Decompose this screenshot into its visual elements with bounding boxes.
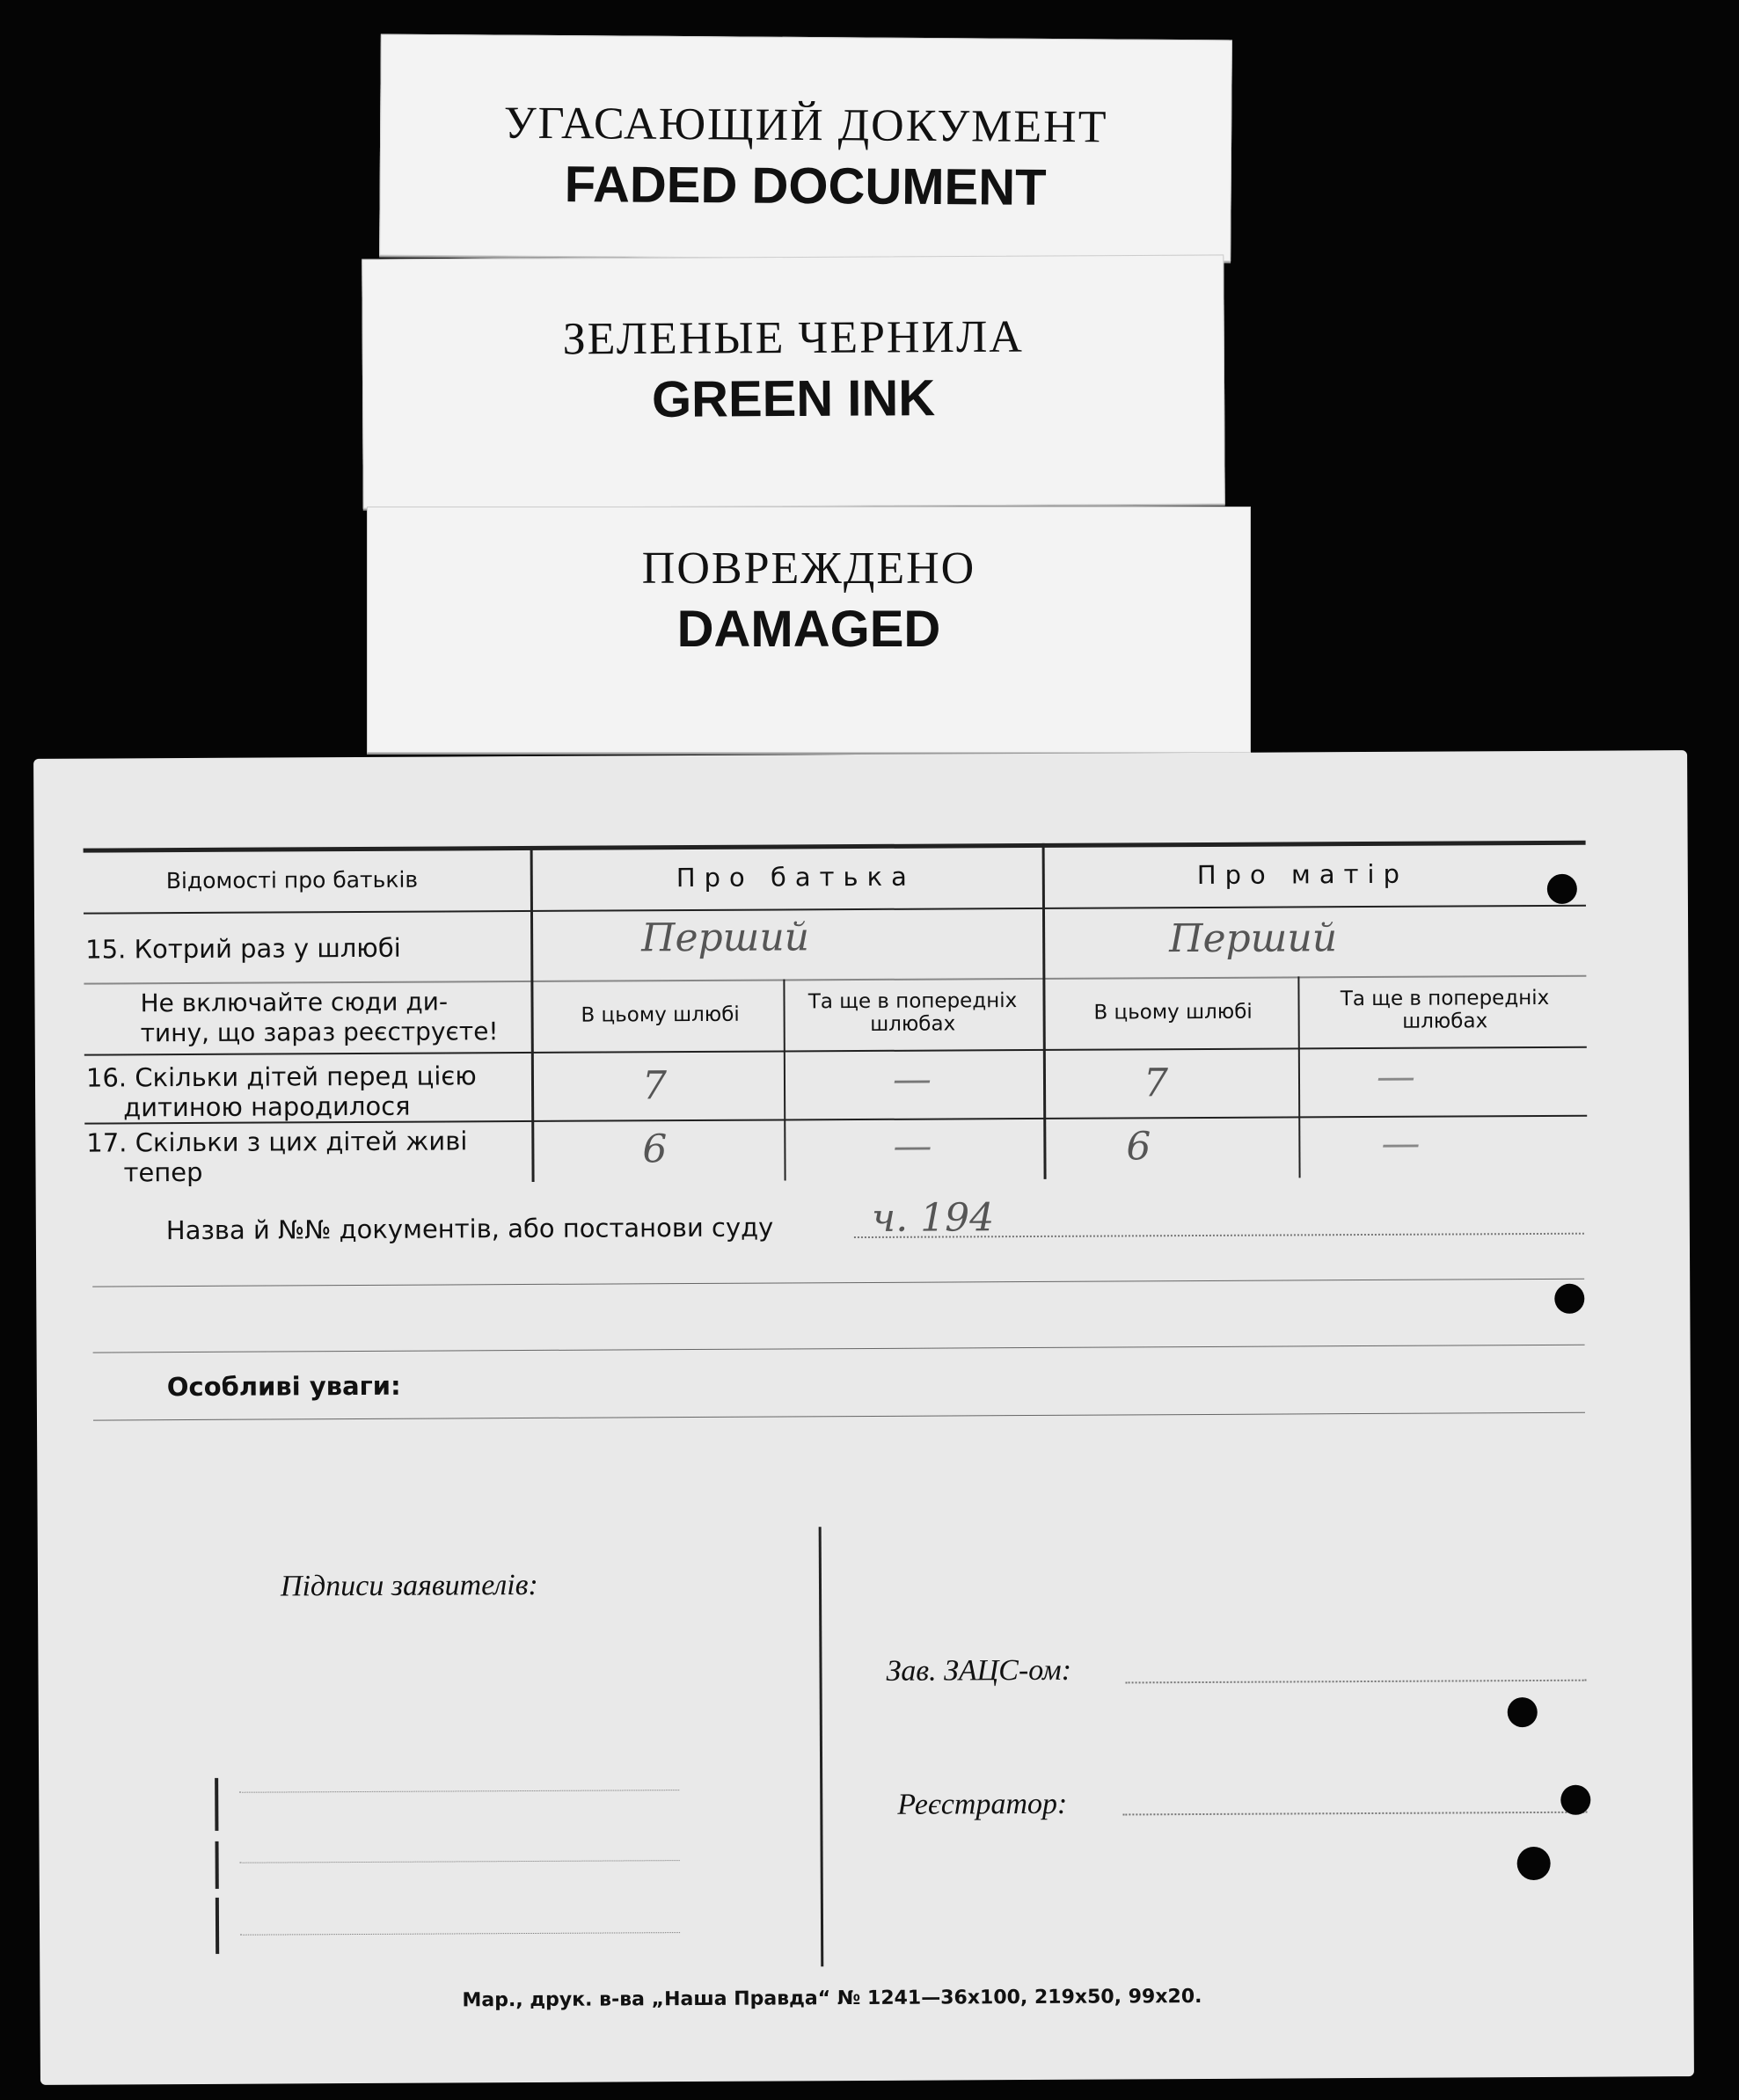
- row17-father-prev: —: [893, 1123, 932, 1169]
- row16-father-this: 7: [641, 1063, 668, 1109]
- signature-bracket-2: [216, 1841, 219, 1889]
- head-label: Зав. ЗАЦС-ом:: [886, 1653, 1072, 1688]
- documents-label: Назва й №№ документів, або постанови суду: [165, 1212, 774, 1246]
- previous-header-line1: Та ще в попередніх: [807, 989, 1018, 1014]
- label-ru: ЗЕЛЕНЫЕ ЧЕРНИЛА: [562, 311, 1024, 365]
- signature-bracket-3: [216, 1898, 219, 1954]
- documents-extra-line-1: [92, 1279, 1584, 1287]
- note-text-line1: Не включайте сюди ди-: [140, 987, 449, 1018]
- green-ink-label: [362, 254, 1224, 508]
- faded-document-label: [379, 34, 1232, 262]
- header-rule: [84, 905, 1586, 915]
- header-mother: Про матір: [1196, 858, 1409, 891]
- registrar-signature-line: [1122, 1812, 1587, 1816]
- row16-mother-this: 7: [1143, 1061, 1169, 1106]
- printer-imprint: Мар., друк. в-ва „Наша Правда“ № 1241—36х100, 219х50, 99х20.: [462, 1985, 1202, 2012]
- row15-mother-value: Перший: [1169, 915, 1338, 962]
- signature-section-divider: [819, 1527, 824, 1966]
- punch-hole: [1560, 1785, 1590, 1815]
- label-ru: УГАСАЮЩИЙ ДОКУМЕНТ: [503, 98, 1108, 153]
- mother-previous-header: [1308, 987, 1581, 1034]
- divider-label-col: [530, 846, 535, 1182]
- divider-mother-sub: [1297, 976, 1300, 1178]
- signature-bracket-1: [215, 1778, 218, 1831]
- row16-label-line1: 16. Скільки дітей перед цією: [85, 1061, 477, 1093]
- row17-label-line1: 17. Скільки з цих дітей живі: [86, 1126, 468, 1158]
- punch-hole: [1508, 1697, 1538, 1727]
- special-notes-line: [93, 1412, 1585, 1421]
- row17-mother-this: 6: [1126, 1124, 1151, 1170]
- punch-hole: [1547, 874, 1577, 904]
- row16-father-prev: —: [892, 1056, 932, 1102]
- documents-value: ч. 194: [871, 1195, 995, 1241]
- damaged-label: [367, 507, 1251, 753]
- applicant-signature-line-3: [240, 1932, 680, 1936]
- applicant-signature-line-2: [240, 1860, 680, 1863]
- row16-mother-prev: —: [1376, 1054, 1416, 1099]
- applicants-signatures-label: Підписи заявителів:: [280, 1568, 538, 1603]
- note-rule: [84, 1046, 1587, 1056]
- applicant-signature-line-1: [239, 1790, 679, 1793]
- divider-father-sub: [783, 979, 785, 1180]
- label-en: DAMAGED: [676, 601, 941, 658]
- registry-form-card: [33, 750, 1694, 2085]
- punch-hole: [1554, 1284, 1584, 1314]
- row15-label: 15. Котрий раз у шлюбі: [85, 932, 401, 965]
- row17-label-line2: тепер: [123, 1156, 203, 1188]
- header-parents: Відомості про батьків: [165, 866, 419, 894]
- header-father: Про батька: [676, 861, 916, 893]
- father-previous-header: [793, 989, 1032, 1036]
- documents-extra-line-2: [93, 1345, 1585, 1353]
- row17-mother-prev: —: [1381, 1120, 1421, 1166]
- label-en: GREEN INK: [651, 369, 936, 428]
- punch-hole: [1517, 1847, 1551, 1880]
- note-text-line2: тину, що зараз реєструєте!: [140, 1017, 499, 1048]
- table-top-rule: [84, 841, 1586, 853]
- mother-this-marriage-header: В цьому шлюбі: [1093, 1000, 1253, 1024]
- head-signature-line: [1126, 1680, 1587, 1684]
- special-notes-label: Особливі уваги:: [166, 1370, 401, 1403]
- divider-father-mother: [1042, 843, 1047, 1179]
- previous-header-line2: шлюбах: [1402, 1010, 1488, 1033]
- previous-header-line2: шлюбах: [870, 1012, 956, 1036]
- row17-father-this: 6: [642, 1127, 668, 1172]
- label-ru: ПОВРЕЖДЕНО: [641, 543, 976, 594]
- row15-rule: [84, 975, 1586, 985]
- label-en: FADED DOCUMENT: [564, 156, 1047, 216]
- row15-father-value: Перший: [641, 915, 810, 961]
- row16-label-line2: дитиною народилося: [123, 1090, 411, 1123]
- registrar-label: Реєстратор:: [897, 1787, 1068, 1821]
- father-this-marriage-header: В цьому шлюбі: [581, 1003, 740, 1027]
- previous-header-line1: Та ще в попередніх: [1340, 986, 1550, 1011]
